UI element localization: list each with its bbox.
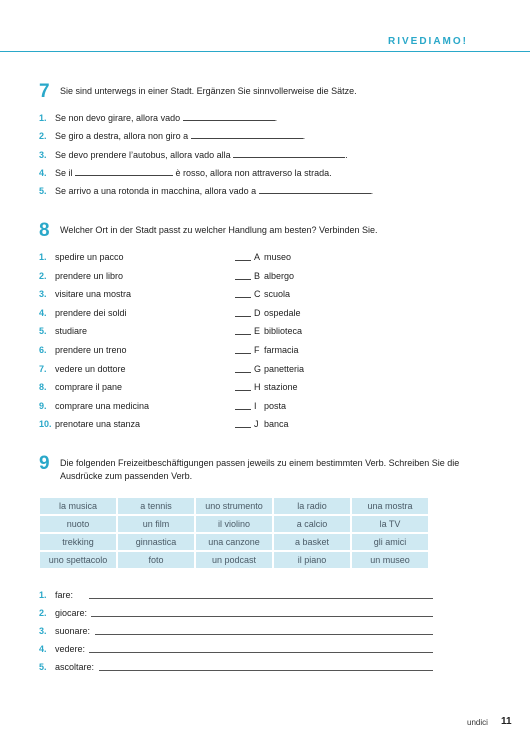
match-blank[interactable] <box>235 325 251 335</box>
item-text: Se devo prendere l’autobus, allora vado alla <box>55 150 231 160</box>
place-letter: D <box>254 308 261 318</box>
section-title: RIVEDIAMO! <box>388 36 468 47</box>
verb-row <box>39 625 433 637</box>
item-text-end: . <box>302 131 306 141</box>
expression-cell: trekking <box>40 534 116 550</box>
item-number: 1. <box>39 590 47 600</box>
item-text: Se non devo girare, allora vado <box>55 113 181 123</box>
item-number: 3. <box>39 626 47 636</box>
verb-label: giocare: <box>55 608 88 618</box>
place-word: scuola <box>264 289 291 299</box>
answer-blank[interactable] <box>191 130 303 139</box>
item-number: 8. <box>39 382 47 392</box>
match-blank[interactable] <box>235 270 251 280</box>
place-word: albergo <box>264 271 295 281</box>
exercise-instruction: Sie sind unterwegs in einer Stadt. Ergänzen Sie sinnvollerweise die Sätze. <box>60 86 357 96</box>
verb-row <box>39 643 433 655</box>
match-blank[interactable] <box>235 288 251 298</box>
item-number: 1. <box>39 113 47 123</box>
item-number: 3. <box>39 289 47 299</box>
action-text: prendere dei soldi <box>55 308 127 318</box>
item-number: 6. <box>39 345 47 355</box>
expression-cell: il piano <box>274 552 350 568</box>
exercise-instruction: Die folgenden Freizeitbeschäftigungen passen jeweils zu einem bestimmten Verb. Schreiben Sie die Ausdrücke zum passenden Verb. <box>60 458 460 481</box>
place-letter: H <box>254 382 261 392</box>
item-number: 9. <box>39 401 47 411</box>
place-letter: B <box>254 271 261 281</box>
place-letter: I <box>254 401 257 411</box>
expression-cell: un museo <box>352 552 428 568</box>
item-text-end: . <box>370 186 374 196</box>
expression-cell: un film <box>118 516 194 532</box>
match-blank[interactable] <box>235 363 251 373</box>
verb-label: ascoltare: <box>55 662 95 672</box>
expression-cell: a basket <box>274 534 350 550</box>
match-blank[interactable] <box>235 251 251 261</box>
expression-cell: ginnastica <box>118 534 194 550</box>
verb-label: suonare: <box>55 626 91 636</box>
match-blank[interactable] <box>235 381 251 391</box>
verb-row <box>39 607 433 619</box>
verb-row <box>39 589 433 601</box>
action-text: comprare una medicina <box>55 401 150 411</box>
item-number: 10. <box>39 419 52 429</box>
exercise-number: 9 <box>39 453 50 474</box>
verb-label: fare: <box>55 590 74 600</box>
item-text: Se il <box>55 168 73 178</box>
action-text: vedere un dottore <box>55 364 126 374</box>
place-letter: A <box>254 252 261 262</box>
place-letter: J <box>254 419 259 429</box>
place-letter: G <box>254 364 262 374</box>
action-text: prenotare una stanza <box>55 419 141 429</box>
expression-cell: una canzone <box>196 534 272 550</box>
answer-line[interactable] <box>91 616 433 617</box>
exercise-number: 7 <box>39 81 50 102</box>
page-word: undici <box>467 718 488 727</box>
place-letter: C <box>254 289 261 299</box>
expression-cell: gli amici <box>352 534 428 550</box>
item-number: 1. <box>39 252 47 262</box>
match-blank[interactable] <box>235 418 251 428</box>
match-blank[interactable] <box>235 307 251 317</box>
expression-cell: a tennis <box>118 498 194 514</box>
item-number: 4. <box>39 644 47 654</box>
match-blank[interactable] <box>235 400 251 410</box>
item-text-end: . <box>345 150 348 160</box>
answer-blank[interactable] <box>183 112 275 121</box>
answer-line[interactable] <box>95 634 433 635</box>
expression-cell: a calcio <box>274 516 350 532</box>
expression-cell: nuoto <box>40 516 116 532</box>
page-number: 11 <box>501 716 512 727</box>
place-letter: F <box>254 345 260 355</box>
item-number: 7. <box>39 364 47 374</box>
answer-line[interactable] <box>89 652 433 653</box>
answer-blank[interactable] <box>75 167 173 176</box>
place-word: ospedale <box>264 308 301 318</box>
place-word: museo <box>264 252 292 262</box>
action-text: prendere un treno <box>55 345 127 355</box>
item-number: 5. <box>39 662 47 672</box>
page-header <box>0 0 530 62</box>
place-word: posta <box>264 401 287 411</box>
expression-cell: una mostra <box>352 498 428 514</box>
item-number: 3. <box>39 150 47 160</box>
item-number: 5. <box>39 186 47 196</box>
match-blank[interactable] <box>235 344 251 354</box>
item-text: Se giro a destra, allora non giro a <box>55 131 189 141</box>
item-text-end: è rosso, allora non attraverso la strada. <box>175 168 332 178</box>
expression-grid <box>40 498 428 568</box>
expression-cell: uno spettacolo <box>40 552 116 568</box>
action-text: prendere un libro <box>55 271 124 281</box>
place-word: banca <box>264 419 289 429</box>
expression-cell: uno strumento <box>196 498 272 514</box>
place-word: panetteria <box>264 364 305 374</box>
answer-line[interactable] <box>89 598 433 599</box>
answer-blank[interactable] <box>259 185 371 194</box>
expression-cell: la musica <box>40 498 116 514</box>
header-divider <box>0 51 530 52</box>
item-number: 4. <box>39 168 47 178</box>
exercise-instruction: Welcher Ort in der Stadt passt zu welcher Handlung am besten? Verbinden Sie. <box>60 225 378 235</box>
item-number: 2. <box>39 131 47 141</box>
exercise-number: 8 <box>39 220 50 241</box>
item-number: 2. <box>39 271 47 281</box>
expression-cell: foto <box>118 552 194 568</box>
expression-cell: la radio <box>274 498 350 514</box>
verb-label: vedere: <box>55 644 86 654</box>
place-letter: E <box>254 326 261 336</box>
verb-row <box>39 661 433 673</box>
item-text-end: . <box>274 113 278 123</box>
item-number: 4. <box>39 308 47 318</box>
answer-line[interactable] <box>99 670 433 671</box>
expression-cell: il violino <box>196 516 272 532</box>
action-text: studiare <box>55 326 88 336</box>
place-word: farmacia <box>264 345 299 355</box>
item-text: Se arrivo a una rotonda in macchina, allora vado a <box>55 186 257 196</box>
action-text: visitare una mostra <box>55 289 132 299</box>
item-number: 5. <box>39 326 47 336</box>
place-word: stazione <box>264 382 298 392</box>
item-number: 2. <box>39 608 47 618</box>
answer-blank[interactable] <box>233 149 345 158</box>
expression-cell: un podcast <box>196 552 272 568</box>
expression-cell: la TV <box>352 516 428 532</box>
action-text: comprare il pane <box>55 382 123 392</box>
action-text: spedire un pacco <box>55 252 124 262</box>
place-word: biblioteca <box>264 326 303 336</box>
